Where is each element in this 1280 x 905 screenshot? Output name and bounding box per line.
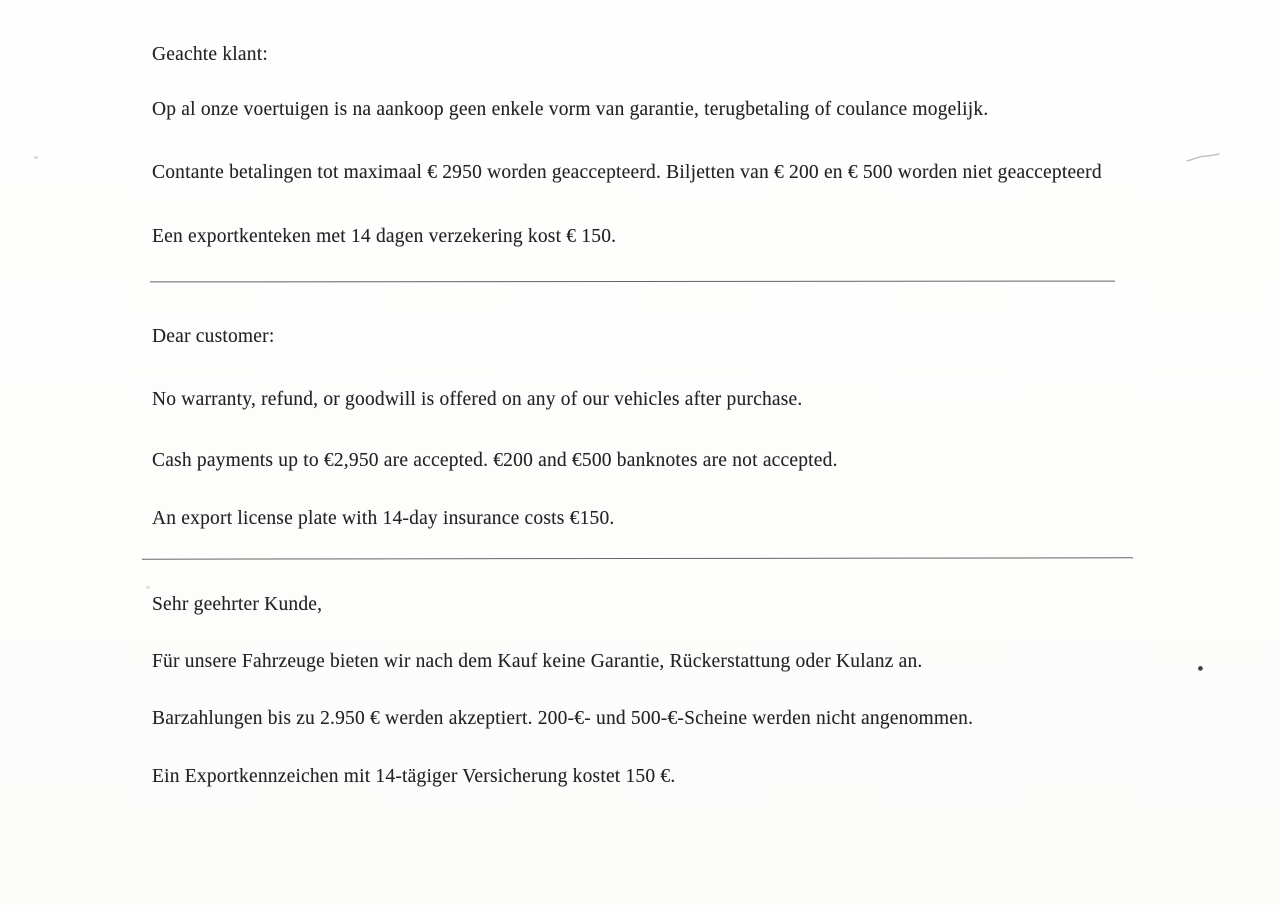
dutch-warranty-line: Op al onze voertuigen is na aankoop geen enkele vorm van garantie, terugbetaling of coulance mogelijk. xyxy=(152,99,989,120)
section-divider-rule-2 xyxy=(142,557,1133,559)
pencil-squiggle-mark xyxy=(1186,153,1220,163)
dutch-cash-line: Contante betalingen tot maximaal € 2950 worden geaccepteerd. Biljetten van € 200 en € 500 worden niet geaccepteerd xyxy=(152,162,1102,183)
english-greeting: Dear customer: xyxy=(152,326,275,347)
german-cash-line: Barzahlungen bis zu 2.950 € werden akzeptiert. 200-€- und 500-€-Scheine werden nicht angenommen. xyxy=(152,708,974,729)
english-warranty-line: No warranty, refund, or goodwill is offered on any of our vehicles after purchase. xyxy=(152,389,803,410)
dutch-export-plate-line: Een exportkenteken met 14 dagen verzekering kost € 150. xyxy=(152,226,617,247)
ink-speck xyxy=(1198,666,1203,671)
dutch-greeting: Geachte klant: xyxy=(152,44,268,65)
german-export-plate-line: Ein Exportkennzeichen mit 14-tägiger Versicherung kostet 150 €. xyxy=(152,766,676,787)
english-cash-line: Cash payments up to €2,950 are accepted. €200 and €500 banknotes are not accepted. xyxy=(152,450,838,471)
scan-dust-speck xyxy=(34,156,38,159)
german-warranty-line: Für unsere Fahrzeuge bieten wir nach dem Kauf keine Garantie, Rückerstattung oder Kulanz an. xyxy=(152,651,923,672)
german-greeting: Sehr geehrter Kunde, xyxy=(152,594,323,615)
section-divider-rule-1 xyxy=(150,281,1115,283)
scan-dust-speck xyxy=(146,586,150,589)
english-export-plate-line: An export license plate with 14-day insurance costs €150. xyxy=(152,508,615,529)
